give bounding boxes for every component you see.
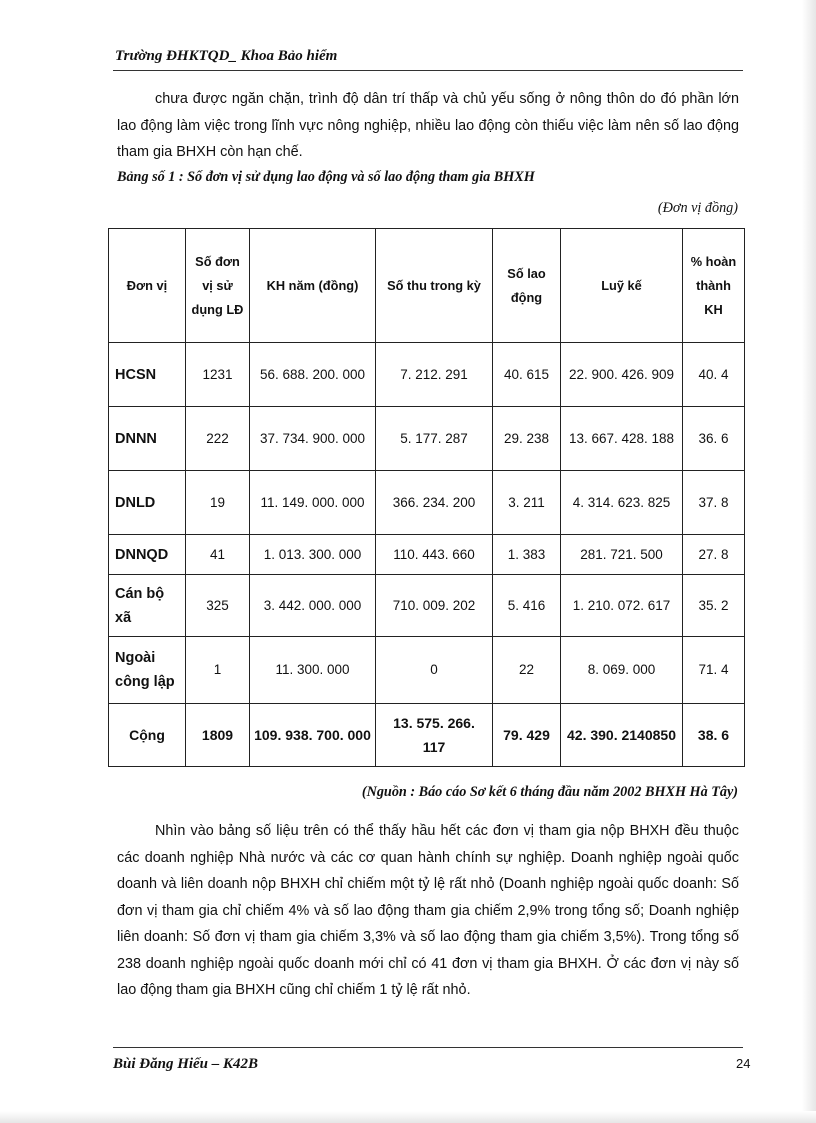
header-title: Trường ĐHKTQD_ Khoa Bảo hiểm <box>115 48 338 64</box>
row-label: Ngoài công lập <box>109 637 186 704</box>
table-cell: 37. 734. 900. 000 <box>250 407 376 471</box>
row-label: DNLD <box>109 471 186 535</box>
table-cell: 1231 <box>186 343 250 407</box>
page-bottom-shadow <box>0 1111 816 1123</box>
total-cell: 13. 575. 266. 117 <box>376 704 493 767</box>
row-label: DNNQD <box>109 535 186 575</box>
table-cell: 3. 442. 000. 000 <box>250 575 376 637</box>
analysis-paragraph: Nhìn vào bảng số liệu trên có thể thấy hầu hết các đơn vị tham gia nộp BHXH đều thuộc các doanh nghiệp Nhà nước và các cơ quan hành chính sự nghiệp. Doanh nghiệp ngoài quốc doanh và liên doanh nộp BHXH chỉ chiếm một tỷ lệ rất nhỏ (Doanh nghiệp ngoài quốc doanh: Số đơn vị tham gia chỉ chiếm 4% và số lao động tham gia chiếm 2,9% trong tổng số; Doanh nghiệp liên doanh: Số đơn vị tham gia chiếm 3,3% và số lao động tham gia chiếm 3,5%). Trong tổng số 238 doanh nghiệp ngoài quốc doanh mới chỉ có 41 đơn vị tham gia BHXH. Ở các đơn vị này số lao động tham gia BHXH cũng chỉ chiếm 1 tỷ lệ rất nhỏ. <box>117 823 739 998</box>
table-cell: 22. 900. 426. 909 <box>561 343 683 407</box>
total-cell: 42. 390. 2140850 <box>561 704 683 767</box>
table-cell: 3. 211 <box>493 471 561 535</box>
footer-author: Bùi Đăng Hiếu – K42B <box>113 1056 259 1072</box>
table-header-row <box>109 229 745 343</box>
table-cell: 325 <box>186 575 250 637</box>
table-cell: 29. 238 <box>493 407 561 471</box>
col-header: Số thu trong kỳ <box>376 229 493 343</box>
table-cell: 27. 8 <box>683 535 745 575</box>
table-cell: 4. 314. 623. 825 <box>561 471 683 535</box>
header-divider <box>113 70 743 71</box>
total-label: Cộng <box>109 704 186 767</box>
col-header: KH năm (đồng) <box>250 229 376 343</box>
table-cell: 11. 300. 000 <box>250 637 376 704</box>
table-cell: 222 <box>186 407 250 471</box>
table-cell: 40. 615 <box>493 343 561 407</box>
table-cell: 1. 383 <box>493 535 561 575</box>
total-cell: 79. 429 <box>493 704 561 767</box>
table-cell: 1. 013. 300. 000 <box>250 535 376 575</box>
row-label: HCSN <box>109 343 186 407</box>
table-cell: 8. 069. 000 <box>561 637 683 704</box>
col-header: Số đơn vị sử dụng LĐ <box>186 229 250 343</box>
table-cell: 5. 177. 287 <box>376 407 493 471</box>
page-edge-shadow <box>802 0 816 1123</box>
table-row <box>109 471 745 535</box>
table-cell: 13. 667. 428. 188 <box>561 407 683 471</box>
table-cell: 710. 009. 202 <box>376 575 493 637</box>
table-cell: 36. 6 <box>683 407 745 471</box>
page-number: 24 <box>736 1056 751 1071</box>
table-cell: 19 <box>186 471 250 535</box>
table-cell: 7. 212. 291 <box>376 343 493 407</box>
table-source-note: (Nguồn : Báo cáo Sơ kết 6 tháng đầu năm 2002 BHXH Hà Tây) <box>361 784 738 800</box>
table-cell: 22 <box>493 637 561 704</box>
col-header: Luỹ kế <box>561 229 683 343</box>
footer-divider <box>113 1047 743 1048</box>
table-cell: 56. 688. 200. 000 <box>250 343 376 407</box>
table-row <box>109 535 745 575</box>
table-row <box>109 343 745 407</box>
intro-paragraph: chưa được ngăn chặn, trình độ dân trí thấp và chủ yếu sống ở nông thôn do đó phần lớn lao động làm việc trong lĩnh vực nông nghiệp, nhiều lao động còn thiếu việc làm nên số lao động tham gia BHXH còn hạn chế. <box>117 91 739 160</box>
unit-note: (Đơn vị đồng) <box>657 200 738 216</box>
col-header: Số lao động <box>493 229 561 343</box>
col-header: % hoàn thành KH <box>683 229 745 343</box>
table-cell: 41 <box>186 535 250 575</box>
total-cell: 109. 938. 700. 000 <box>250 704 376 767</box>
table-row <box>109 637 745 704</box>
table-cell: 37. 8 <box>683 471 745 535</box>
col-header: Đơn vị <box>109 229 186 343</box>
table-total-row <box>109 704 745 767</box>
table-cell: 366. 234. 200 <box>376 471 493 535</box>
table-caption: Bảng số 1 : Số đơn vị sử dụng lao động và số lao động tham gia BHXH <box>117 169 535 185</box>
table-cell: 71. 4 <box>683 637 745 704</box>
table-row <box>109 407 745 471</box>
table-cell: 281. 721. 500 <box>561 535 683 575</box>
table-cell: 1. 210. 072. 617 <box>561 575 683 637</box>
table-cell: 110. 443. 660 <box>376 535 493 575</box>
table-cell: 35. 2 <box>683 575 745 637</box>
table-cell: 1 <box>186 637 250 704</box>
table-cell: 0 <box>376 637 493 704</box>
total-cell: 1809 <box>186 704 250 767</box>
table-cell: 11. 149. 000. 000 <box>250 471 376 535</box>
total-cell: 38. 6 <box>683 704 745 767</box>
table-row <box>109 575 745 637</box>
row-label: DNNN <box>109 407 186 471</box>
row-label: Cán bộ xã <box>109 575 186 637</box>
table-cell: 5. 416 <box>493 575 561 637</box>
table-cell: 40. 4 <box>683 343 745 407</box>
data-table <box>108 228 745 767</box>
